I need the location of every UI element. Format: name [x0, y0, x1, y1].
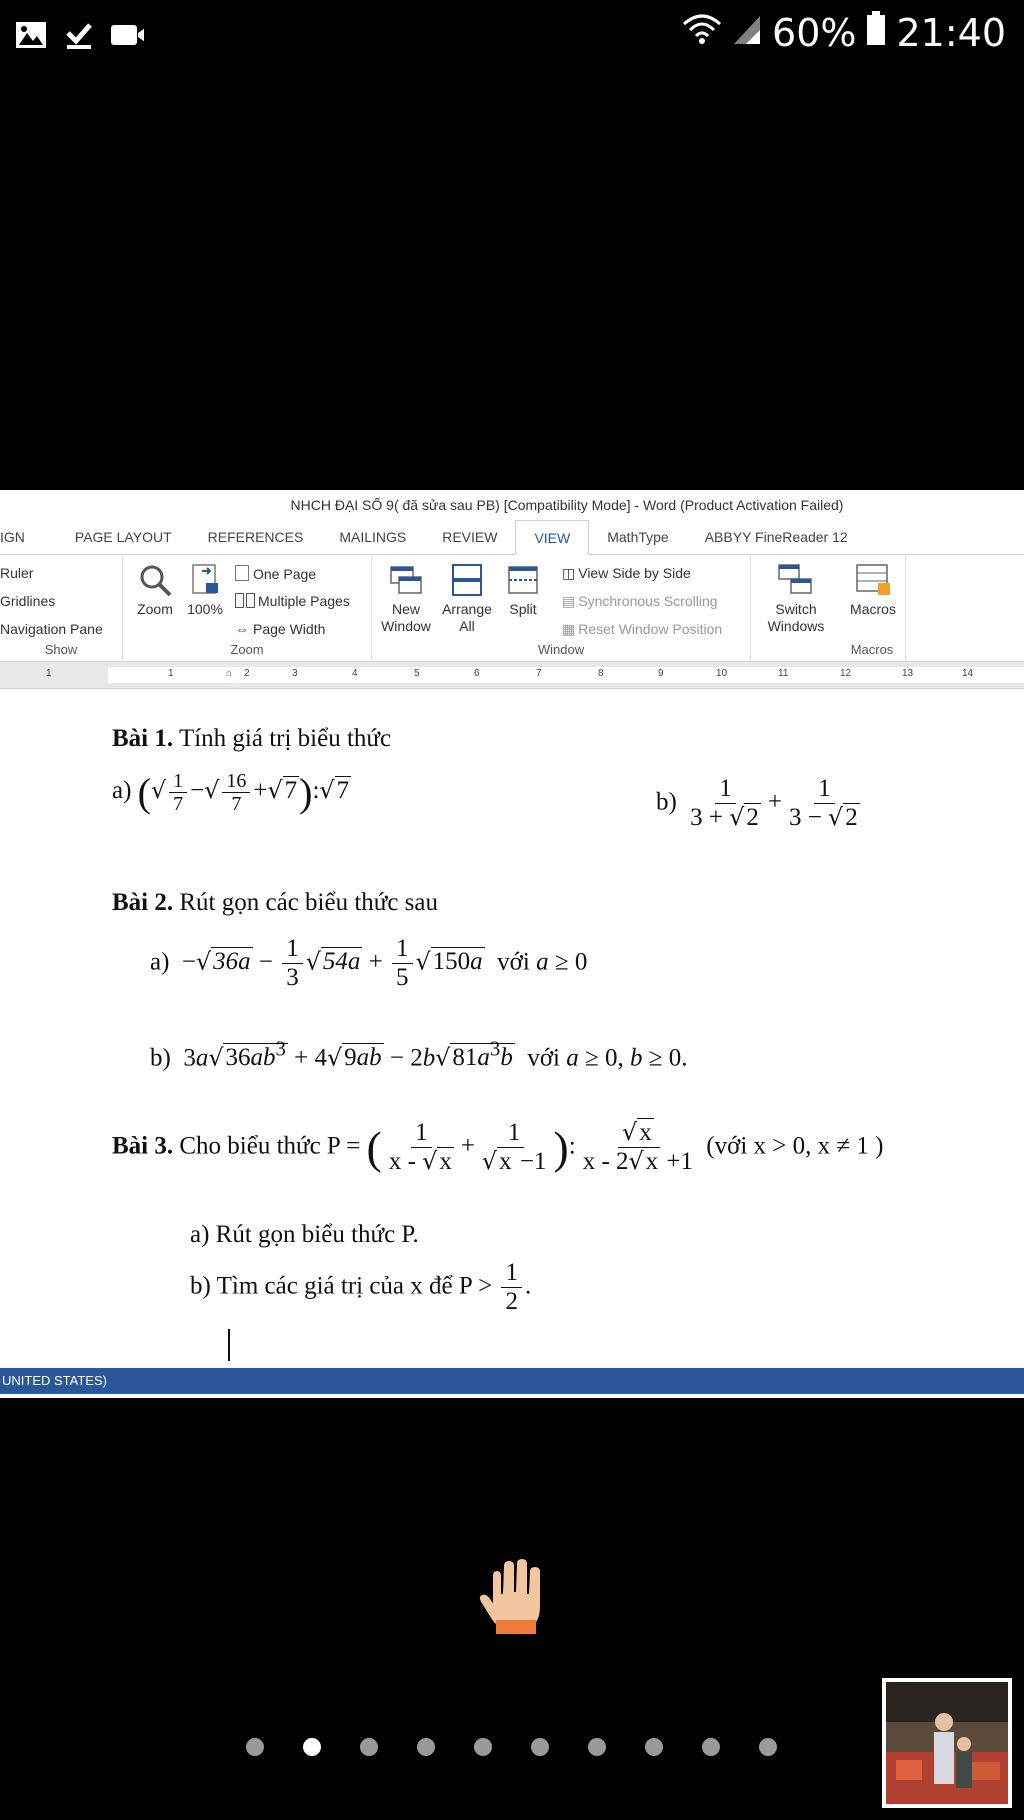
tab-review[interactable]: REVIEW: [442, 529, 498, 545]
page-dot[interactable]: [360, 1738, 378, 1756]
reset-window-position-button[interactable]: [562, 621, 722, 638]
bai3-text: Cho biểu thức P =: [179, 1132, 361, 1160]
page-dot[interactable]: [759, 1738, 777, 1756]
reset-position-icon: ▦: [562, 621, 576, 637]
ruler-number: 12: [840, 668, 852, 679]
ruler-number: 1: [168, 668, 174, 679]
switch-windows-button[interactable]: [759, 563, 833, 635]
multiple-pages-icon: [235, 593, 244, 608]
tab-design[interactable]: IGN: [0, 529, 25, 545]
page-width-label: Page Width: [253, 621, 326, 637]
bai2-label: Bài 2.: [112, 889, 174, 916]
bai2b-expression: b) $3a√36ab^3 + 4√9ab - 2b√81a^3b$ với a ≥ 0, b ≥ 0.: [150, 1037, 688, 1072]
magnifier-icon: [138, 563, 172, 597]
side-by-side-label: View Side by Side: [578, 565, 691, 581]
group-show: [0, 555, 123, 661]
ruler-number: 8: [598, 668, 604, 679]
split-label: Split: [509, 601, 537, 617]
macros-icon: [854, 563, 892, 597]
tab-references[interactable]: REFERENCES: [207, 529, 304, 545]
page-dot[interactable]: [474, 1738, 492, 1756]
zoom-button[interactable]: [131, 563, 179, 618]
document-body[interactable]: [0, 689, 1024, 1349]
horizontal-ruler: [0, 662, 1024, 689]
bai3a-text: a) Rút gọn biểu thức P.: [190, 1221, 419, 1248]
ruler-checkbox[interactable]: Ruler: [0, 565, 34, 581]
bai1b-expression: b) $\frac{1}{3 + √2}$ + $\frac{1}{3 - √2}$: [656, 775, 858, 831]
tab-abbyy[interactable]: ABBYY FineReader 12: [704, 529, 848, 545]
multiple-pages-button[interactable]: [235, 593, 350, 609]
page-100-icon: [190, 563, 220, 597]
battery-text: 60%: [772, 10, 857, 55]
bai1a-expression: a) (√ $\frac{1}{7}$ −√ $\frac{16}{7}$ +√7):√7: [112, 769, 350, 815]
page-dot[interactable]: [531, 1738, 549, 1756]
bai2a-expression: a) −√36a − $\frac{1}{3}$ √54a + $\frac{1}{5}$ √150a với a ≥ 0: [150, 935, 588, 991]
page-dot[interactable]: [246, 1738, 264, 1756]
page-indicator: [246, 1738, 777, 1756]
page-dot[interactable]: [588, 1738, 606, 1756]
bai1-text: Tính giá trị biểu thức: [178, 725, 392, 752]
ribbon-tabs: [0, 520, 1024, 555]
ruler-number: 1: [46, 668, 52, 679]
ruler-number: 14: [962, 668, 974, 679]
one-page-button[interactable]: [235, 565, 316, 582]
split-icon: [506, 563, 540, 597]
zoom-100-label: 100%: [187, 601, 223, 617]
bai3b-expression: b) Tìm các giá trị của x để P > $\frac{1}{2}$ .: [190, 1259, 532, 1315]
bai2b-condition-word: với: [527, 1044, 560, 1072]
word-status-bar: UNITED STATES): [0, 1368, 1024, 1394]
side-by-side-icon: ◫: [562, 565, 576, 581]
window-title: NHCH ĐẠI SỐ 9( đã sửa sau PB) [Compatibility Mode] - Word (Product Activation Failed): [290, 497, 844, 513]
page-dot[interactable]: [645, 1738, 663, 1756]
image-icon: [14, 18, 48, 52]
status-bar: [0, 0, 1024, 74]
one-page-label: One Page: [253, 566, 317, 582]
bai2-text: Rút gọn các biểu thức sau: [179, 889, 438, 916]
split-button[interactable]: [500, 563, 546, 618]
page-width-icon: ⇔: [235, 621, 249, 637]
new-window-label: New Window: [381, 601, 431, 634]
battery-icon: [866, 10, 886, 55]
raised-hand-icon[interactable]: [470, 1550, 560, 1640]
download-done-icon: [62, 18, 96, 52]
ruler-number: 9: [658, 668, 664, 679]
zoom-label: Zoom: [137, 601, 173, 617]
group-window: [372, 555, 751, 661]
multiple-pages-icon-2: [246, 593, 255, 608]
gridlines-checkbox[interactable]: Gridlines: [0, 593, 56, 609]
signal-icon: [732, 11, 762, 55]
tab-page-layout[interactable]: PAGE LAYOUT: [74, 529, 172, 545]
navigation-pane-checkbox[interactable]: Navigation Pane: [0, 621, 103, 637]
arrange-all-label: Arrange All: [442, 601, 492, 634]
ruler-number: 11: [778, 668, 789, 679]
ribbon: [0, 555, 1024, 662]
one-page-icon: [235, 565, 249, 581]
bai2-heading: [112, 889, 438, 917]
clock: 21:40: [896, 10, 1006, 55]
new-window-icon: [389, 563, 423, 597]
group-label-macros: Macros: [850, 642, 894, 657]
bai3-expression: Bài 3. Cho biểu thức P = ( $\frac{1}{x - √x}$ + $\frac{1}{√x -1}$ ): $\frac{√x}{x - 2√x +1}$ (với x > 0, x ≠ 1 ): [112, 1118, 884, 1175]
video-icon: [110, 18, 144, 52]
text-cursor: [228, 1329, 230, 1361]
multiple-pages-label: Multiple Pages: [258, 593, 350, 609]
wifi-icon: [682, 11, 722, 55]
arrange-all-icon: [450, 563, 484, 597]
zoom-100-button[interactable]: [185, 563, 225, 618]
bai2a-condition-word: với: [497, 948, 530, 976]
page-dot-active[interactable]: [303, 1738, 321, 1756]
word-screenshot: [0, 490, 1024, 1398]
group-macros: [839, 555, 906, 661]
bai3-condition: (với x > 0, x ≠ 1 ): [706, 1132, 884, 1160]
ruler-number: 3: [292, 668, 298, 679]
reset-position-label: Reset Window Position: [578, 621, 723, 637]
tab-view[interactable]: VIEW: [515, 520, 589, 556]
indent-marker-icon[interactable]: ⌂: [226, 668, 233, 679]
ruler-number: 6: [474, 668, 480, 679]
camera-thumbnail[interactable]: [882, 1678, 1012, 1808]
ruler-number: 7: [536, 668, 542, 679]
page-width-button[interactable]: [235, 621, 325, 637]
new-window-button[interactable]: [378, 563, 434, 635]
bai1-heading: [112, 725, 391, 753]
switch-windows-label: Switch Windows: [767, 601, 825, 634]
bai3b-text: b) Tìm các giá trị của x để P >: [190, 1272, 493, 1300]
group-switch: [751, 555, 839, 661]
switch-windows-icon: [777, 563, 815, 597]
tab-mailings[interactable]: MAILINGS: [339, 529, 407, 545]
group-label-window: Window: [537, 642, 585, 657]
ruler-number: 2: [244, 668, 250, 679]
view-side-by-side-button[interactable]: [562, 565, 691, 582]
ruler-number: 13: [902, 668, 914, 679]
ruler-number: 10: [716, 668, 728, 679]
group-label-zoom: Zoom: [230, 642, 264, 657]
page-dot[interactable]: [702, 1738, 720, 1756]
bai3-label: Bài 3.: [112, 1132, 174, 1160]
group-zoom: [123, 555, 372, 661]
ruler-number: 5: [414, 668, 420, 679]
sync-scroll-label: Synchronous Scrolling: [578, 593, 718, 609]
macros-button[interactable]: [843, 563, 903, 618]
synchronous-scrolling-button[interactable]: [562, 593, 718, 610]
page-dot[interactable]: [417, 1738, 435, 1756]
bai1-label: Bài 1.: [112, 725, 174, 752]
macros-label: Macros: [850, 601, 896, 617]
sync-scroll-icon: ▤: [562, 593, 576, 609]
group-label-show: Show: [44, 642, 78, 657]
ruler-number: 4: [352, 668, 358, 679]
arrange-all-button[interactable]: [438, 563, 496, 635]
tab-mathtype[interactable]: MathType: [607, 529, 669, 545]
